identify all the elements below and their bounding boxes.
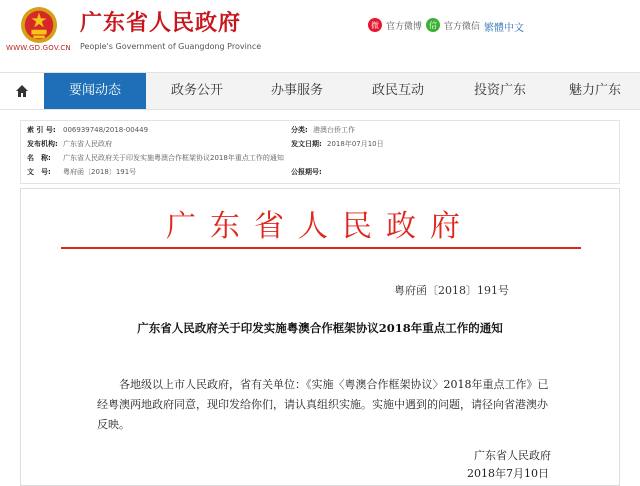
bulletin-key: 公报期号: (291, 168, 322, 176)
document-title: 广东省人民政府关于印发实施粤澳合作框架协议2018年重点工作的通知 (137, 321, 503, 335)
site-header (0, 0, 640, 64)
nav-item-charm[interactable]: 魅力广东 (568, 83, 621, 98)
nav-home[interactable] (0, 73, 45, 109)
nav-item-interaction[interactable]: 政民互动 (371, 83, 424, 98)
index-value: 006939748/2018-00449 (63, 126, 149, 134)
document-paragraph: 各地级以上市人民政府，省有关单位：《实施〈粤澳合作框架协议〉2018年重点工作》已经粤澳两地政府同意，现印发给你们，请认真组织实施。实施中遇到的问题，请径向省港澳办反映。 (97, 378, 549, 431)
weibo-label: 官方微博 (386, 21, 423, 32)
signature-date: 2018年7月10日 (467, 467, 549, 480)
date-key: 发文日期: (291, 140, 322, 148)
nav-item-invest[interactable]: 投资广东 (473, 83, 526, 98)
red-divider (61, 247, 581, 249)
home-icon (15, 84, 29, 98)
document-header: 广东省人民政府 (166, 209, 474, 244)
main-nav (0, 72, 640, 110)
weibo-link[interactable] (368, 18, 422, 32)
index-key: 索 引 号: (27, 126, 56, 134)
site-subtitle: People's Government of Guangdong Province (80, 42, 262, 51)
site-title[interactable]: 广东省人民政府 (80, 10, 242, 36)
national-emblem-icon (20, 6, 58, 44)
issuer-value: 广东省人民政府 (63, 140, 112, 148)
document-metadata (20, 120, 620, 184)
traditional-chinese-link[interactable]: 繁體中文 (484, 23, 524, 34)
weibo-icon: 微 (368, 18, 382, 32)
doc-number-value: 粤府函〔2018〕191号 (63, 168, 137, 176)
category-key: 分类: (291, 126, 308, 134)
name-key: 名 称: (27, 154, 51, 162)
nav-item-gov-affairs[interactable]: 政务公开 (170, 83, 223, 98)
wechat-icon: 信 (426, 18, 440, 32)
site-url[interactable]: WWW.GD.GOV.CN (6, 44, 71, 52)
doc-number-key: 文 号: (27, 168, 51, 176)
issuer-key: 发布机构: (27, 140, 58, 148)
name-value: 广东省人民政府关于印发实施粤澳合作框架协议2018年重点工作的通知 (63, 154, 284, 162)
reference-number: 粤府函〔2018〕191号 (394, 284, 509, 297)
wechat-label: 官方微信 (444, 21, 481, 32)
document-body (20, 188, 620, 486)
nav-item-news[interactable]: 要闻动态 (44, 73, 146, 109)
wechat-link[interactable] (426, 18, 480, 32)
category-value: 港澳台侨工作 (313, 126, 355, 134)
date-value: 2018年07月10日 (327, 140, 384, 148)
signature-org: 广东省人民政府 (474, 449, 551, 462)
nav-item-services[interactable]: 办事服务 (270, 83, 323, 98)
